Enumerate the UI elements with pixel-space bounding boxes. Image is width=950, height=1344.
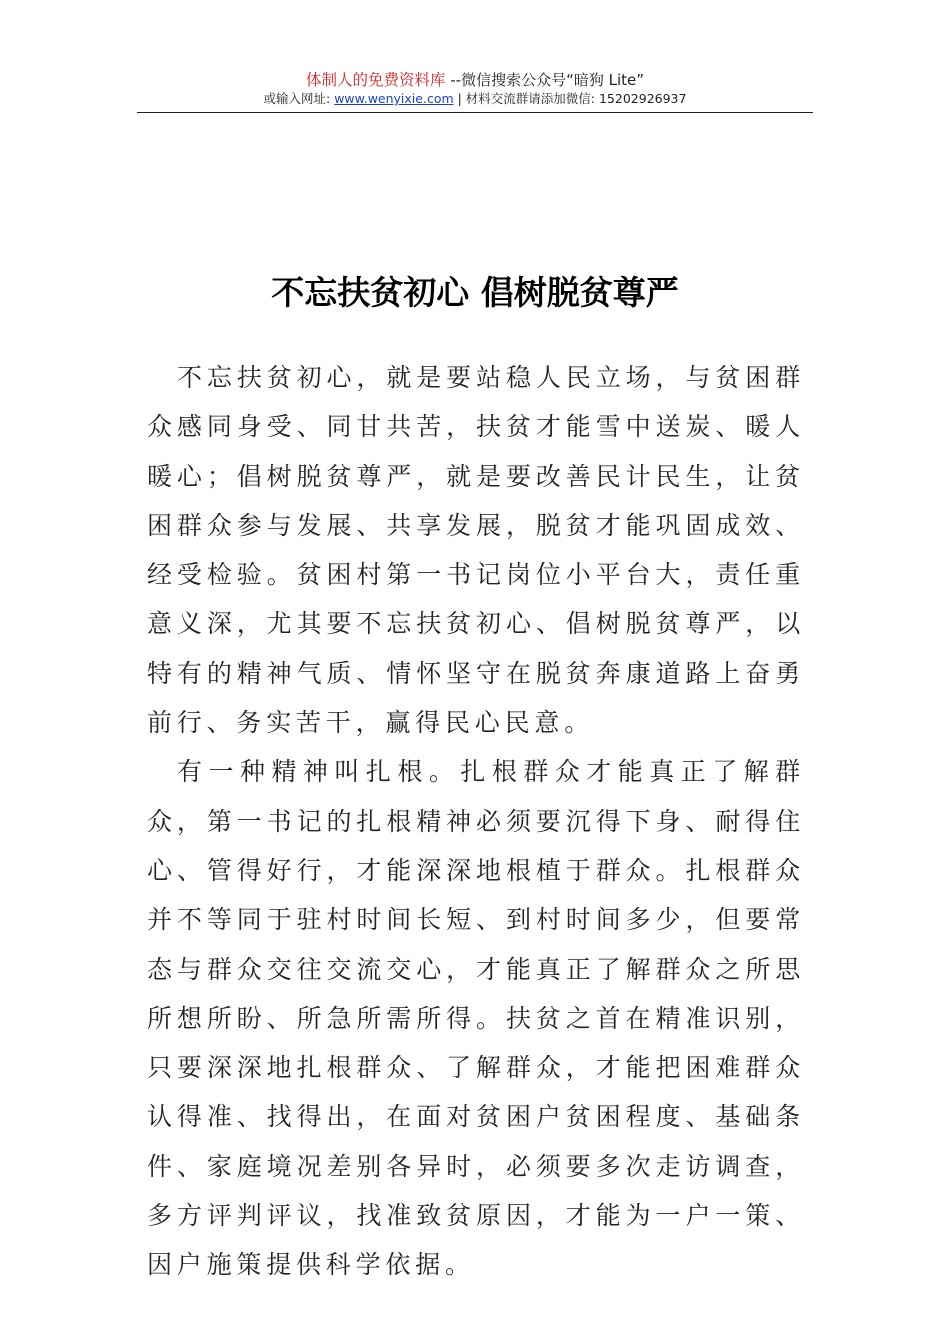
page-header [137, 66, 813, 113]
header-line-2 [137, 90, 813, 108]
brand-name: 体制人的免费资料库 [305, 71, 446, 89]
document-title: 不忘扶贫初心 倡树脱贫尊严 [271, 273, 679, 312]
paragraph-2: 有一种精神叫扎根。扎根群众才能真正了解群众，第一书记的扎根精神必须要沉得下身、耐得住心、管得好行，才能深深地根植于群众。扎根群众并不等同于驻村时间长短、到村时间多少，但要常态与群众交往交流交心，才能真正了解群众之所思所想所盼、所急所需所得。扶贫之首在精准识别，只要深深地扎根群众、了解群众，才能把困难群众认得准、找得出，在面对贫困户贫困程度、基础条件、家庭境况差别各异时，必须要多次走访调查，多方评判评议，找准致贫原因，才能为一户一策、因户施策提供科学依据。 [147, 757, 805, 1280]
url-prefix: 或输入网址: [263, 91, 335, 106]
document-body [147, 353, 805, 1290]
header-line-1 [137, 70, 813, 90]
paragraph-1: 不忘扶贫初心，就是要站稳人民立场，与贫困群众感同身受、同甘共苦，扶贫才能雪中送炭、暖人暖心；倡树脱贫尊严，就是要改善民计民生，让贫困群众参与发展、共享发展，脱贫才能巩固成效、经受检验。贫困村第一书记岗位小平台大，责任重意义深，尤其要不忘扶贫初心、倡树脱贫尊严，以特有的精神气质、情怀坚守在脱贫奔康道路上奋勇前行、务实苦干，赢得民心民意。 [147, 363, 805, 738]
header-tagline: --微信搜索公众号“暗狗 Lite” [445, 71, 645, 89]
header-contact: | 材料交流群请添加微信: 15202926937 [453, 91, 687, 106]
website-link[interactable]: www.wenyixie.com [334, 91, 454, 106]
